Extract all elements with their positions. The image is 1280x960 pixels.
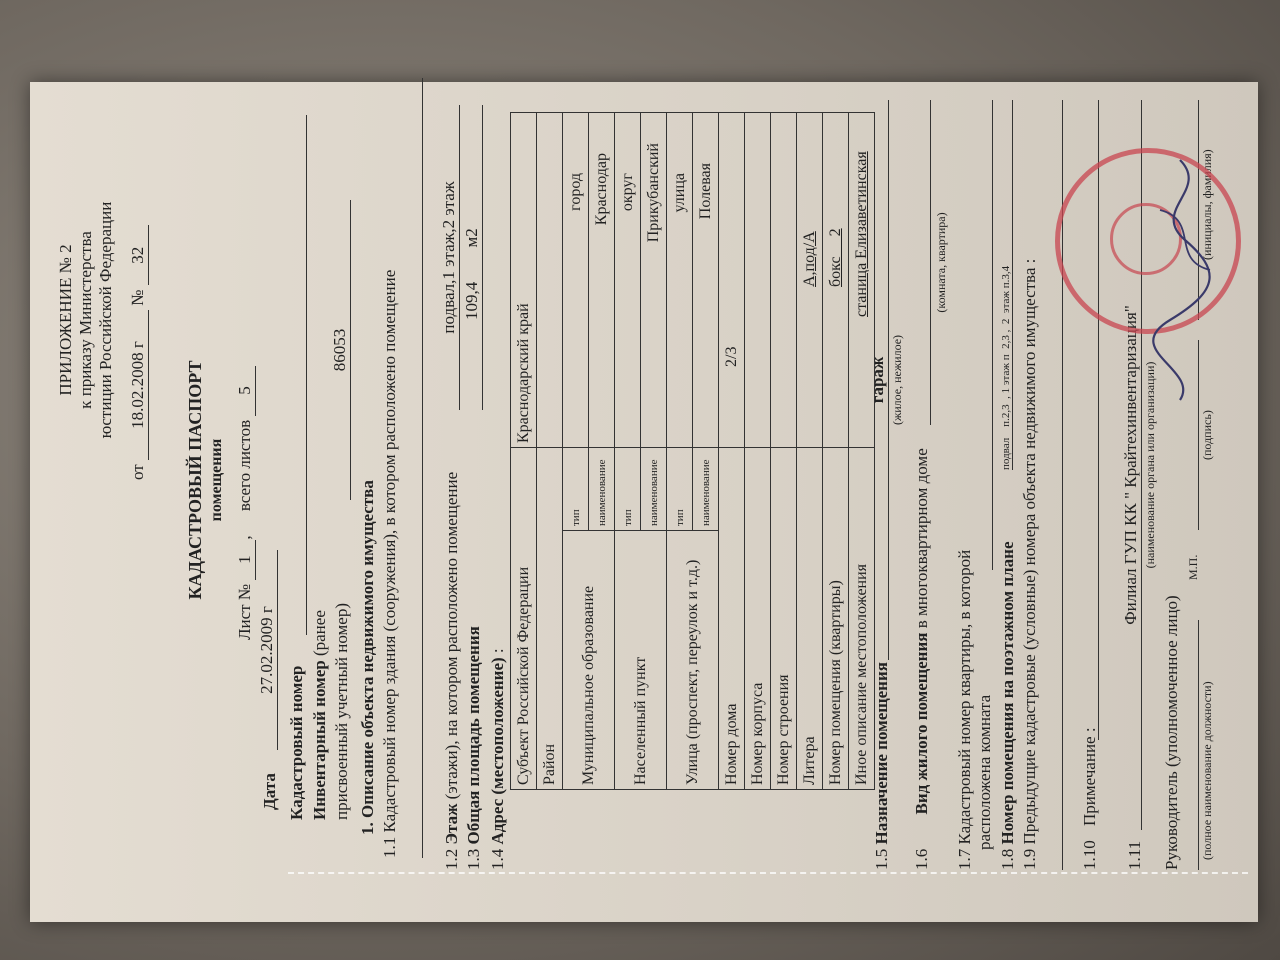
inventory-label-rest: (ранее	[310, 610, 329, 657]
row-1-9	[1020, 259, 1040, 870]
row-1-6-num: 1.6	[912, 848, 931, 870]
room-kind-hint: (комната, квартира)	[934, 212, 948, 313]
row-1-4	[488, 648, 508, 870]
row-1-9-label: Предыдущие кадастровые (условные) номера объекта недвижимого имущества :	[1020, 258, 1039, 845]
municipal-type-label: тип	[563, 448, 589, 531]
sheet-number: 1	[235, 540, 256, 580]
seal-place: М.П.	[1186, 554, 1200, 580]
appendix-date-row	[128, 225, 149, 480]
street-name-label: наименование	[693, 448, 719, 531]
row-1-7-num: 1.7	[955, 848, 974, 870]
table-row	[797, 113, 823, 790]
table-row	[563, 113, 589, 790]
total-sheets-label: всего листов	[235, 419, 254, 512]
document-title: КАДАСТРОВЫЙ ПАСПОРТ	[185, 360, 205, 600]
appendix-block	[56, 90, 116, 550]
subject-label: Субъект Российской Федерации	[511, 448, 537, 790]
position-hint: (полное наименование должности)	[1200, 681, 1214, 860]
position-line	[1198, 620, 1199, 870]
area-value: 109,4	[462, 281, 481, 320]
row-1-7-line	[992, 100, 993, 570]
row-1-5	[872, 662, 892, 870]
table-row	[771, 113, 797, 790]
street-type-label: тип	[667, 448, 693, 531]
row-1-4-label: Адрес (местоположение)	[488, 657, 507, 845]
row-1-7-label-line1: Кадастровый номер квартиры, в которой	[955, 549, 974, 845]
municipal-type: город	[563, 113, 589, 448]
sheet-row: Лист № 1, всего листов 5	[235, 366, 256, 640]
total-sheets: 5	[235, 366, 256, 416]
appendix-number: 32	[128, 225, 149, 285]
organization-hint: (наименование органа или организации)	[1143, 361, 1157, 569]
litera-label: Литера	[797, 448, 823, 790]
row-1-10-label: Примечание :	[1080, 727, 1099, 826]
row-1-8-num: 1.8	[998, 848, 1017, 870]
purpose-hint: (жилое, нежилое)	[890, 334, 904, 426]
subject-value: Краснодарский край	[511, 113, 537, 448]
purpose-value: гараж	[868, 100, 889, 660]
corpus-value	[745, 113, 771, 448]
district-value	[537, 113, 563, 448]
row-1-1-label: Кадастровый номер здания (сооружения), в котором расположено помещение	[380, 269, 399, 833]
section1-title: 1. Описание объекта недвижимого имущества	[358, 480, 377, 835]
appendix-from-label: от	[128, 464, 147, 480]
row-1-5-label: Назначение помещения	[872, 662, 891, 845]
row-1-2	[442, 472, 462, 870]
row-1-1-num: 1.1	[380, 836, 399, 858]
settlement-label: Населенный пункт	[615, 531, 667, 790]
row-1-1-line	[422, 78, 423, 858]
row-1-7-label-line2: расположена комната	[975, 694, 994, 850]
row-1-7	[955, 550, 975, 870]
table-row	[823, 113, 849, 790]
row-1-3	[464, 626, 484, 870]
address-table	[510, 112, 875, 790]
building-value	[771, 113, 797, 448]
settlement-type: округ	[615, 113, 641, 448]
table-row	[745, 113, 771, 790]
inventory-label-bold: Инвентарный номер	[310, 660, 329, 820]
organization-name: Филиал ГУП КК " Крайтехинвентаризация"	[1121, 100, 1142, 830]
appendix-line1: ПРИЛОЖЕНИЕ № 2	[56, 244, 75, 396]
head-label: Руководитель (уполномоченное лицо)	[1162, 595, 1181, 870]
table-row	[667, 113, 693, 790]
settlement-type-label: тип	[615, 448, 641, 531]
document-subtitle: помещения	[208, 438, 225, 522]
row-1-6-label-rest: в многоквартирном доме	[912, 448, 931, 629]
other-location-label: Иное описание местоположения	[849, 448, 875, 790]
appendix-num-label: №	[128, 289, 147, 306]
initials-hint: (инициалы, фамилия)	[1200, 149, 1214, 260]
municipal-label: Муниципальное образование	[563, 531, 615, 790]
row-1-4-label-rest: :	[488, 648, 507, 654]
cadastral-passport	[50, 80, 1230, 880]
street-type: улица	[667, 113, 693, 448]
other-location-value: станица Елизаветинская	[849, 113, 875, 448]
settlement-name-label: наименование	[641, 448, 667, 531]
room-value: бокс 2	[823, 113, 849, 448]
municipal-name: Краснодар	[589, 113, 615, 448]
inventory-number: 86053	[330, 200, 351, 500]
row-1-1	[380, 270, 400, 858]
floor-plan-numbers: подвал п.2,3 , 1 этаж п 2,3 , 2 этаж п.3,4	[1000, 100, 1013, 470]
appendix-line2: к приказу Министерства	[76, 231, 95, 409]
area-unit: м2	[462, 228, 481, 248]
sheet-label: Лист №	[235, 583, 254, 640]
date-label: Дата	[260, 773, 279, 810]
building-label: Номер строения	[771, 448, 797, 790]
district-label: Район	[537, 448, 563, 790]
row-1-6	[912, 448, 932, 870]
street-name: Полевая	[693, 113, 719, 448]
inventory-label-line2: присвоенный учетный номер)	[332, 603, 351, 820]
settlement-name: Прикубанский	[641, 113, 667, 448]
signature-icon	[1140, 150, 1230, 410]
house-value: 2/3	[719, 113, 745, 448]
row-1-9-num: 1.9	[1020, 848, 1039, 870]
row-1-4-num: 1.4	[488, 848, 507, 870]
row-1-10	[1080, 727, 1100, 870]
row-1-6-label-bold: Вид жилого помещения	[912, 632, 931, 815]
row-1-2-label-rest: (этажи), на котором расположено помещение	[442, 471, 461, 800]
table-row	[719, 113, 745, 790]
municipal-name-label: наименование	[589, 448, 615, 531]
inventory-label	[310, 610, 330, 820]
row-1-5-num: 1.5	[872, 848, 891, 870]
appendix-date: 18.02.2008 г	[128, 310, 149, 460]
row-1-8	[998, 541, 1018, 870]
cadastral-number-line	[306, 115, 307, 635]
appendix-line3: юстиции Российской Федерации	[96, 201, 115, 439]
row-1-2-label-bold: Этаж	[442, 803, 461, 845]
table-row	[537, 113, 563, 790]
corpus-label: Номер корпуса	[745, 448, 771, 790]
row-1-11-num: 1.11	[1125, 840, 1144, 870]
table-row	[511, 113, 537, 790]
area-row	[462, 105, 483, 410]
litera-value: А,под/А	[797, 113, 823, 448]
date-value: 27.02.2009 г	[257, 550, 278, 750]
floors-value: подвал,1 этаж,2 этаж	[439, 105, 460, 410]
row-1-8-label: Номер помещения на поэтажном плане	[998, 541, 1017, 845]
cadastral-number-label: Кадастровый номер	[287, 665, 306, 820]
street-label: Улица (проспект, переулок и т.д.)	[667, 531, 719, 790]
table-row	[615, 113, 641, 790]
row-1-3-num: 1.3	[464, 848, 483, 870]
signature-hint: (подпись)	[1200, 410, 1214, 460]
row-1-6-line	[930, 100, 931, 425]
row-1-10-num: 1.10	[1080, 840, 1099, 870]
room-label: Номер помещения (квартиры)	[823, 448, 849, 790]
house-label: Номер дома	[719, 448, 745, 790]
row-1-2-num: 1.2	[442, 848, 461, 870]
row-1-3-label: Общая площадь помещения	[464, 626, 483, 845]
